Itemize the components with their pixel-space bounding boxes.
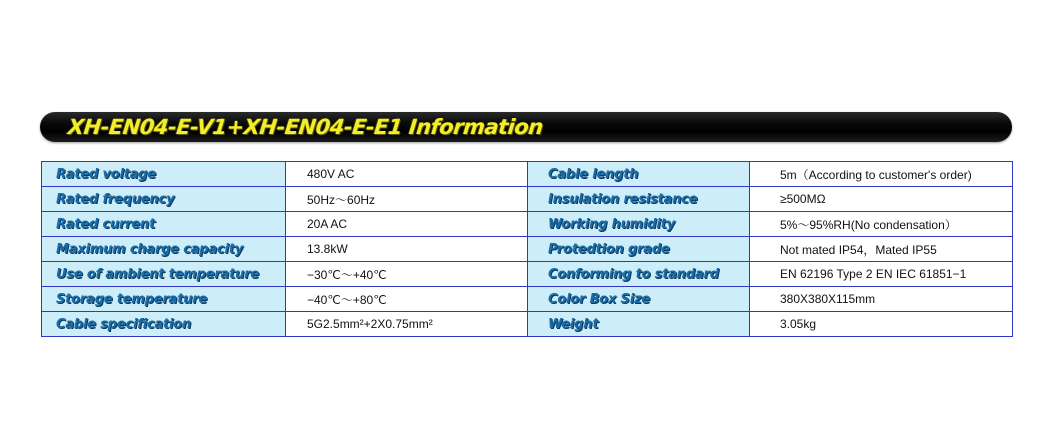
table-row [42, 187, 1013, 212]
spec-value: 380X380X115mm [750, 287, 1013, 312]
spec-value: 5%～95%RH(No condensation） [750, 212, 1013, 237]
spec-value: 5m（According to customer's order) [750, 162, 1013, 187]
spec-label: Maximum charge capacity [42, 237, 286, 262]
spec-value: ≥500MΩ [750, 187, 1013, 212]
spec-table [41, 161, 1013, 337]
spec-label: Rated voltage [42, 162, 286, 187]
spec-label: Rated frequency [42, 187, 286, 212]
spec-value: 3.05kg [750, 312, 1013, 337]
spec-value: 480V AC [286, 162, 528, 187]
title-banner [40, 112, 1012, 142]
spec-label: Color Box Size [528, 287, 750, 312]
spec-value: Not mated IP54，Mated IP55 [750, 237, 1013, 262]
table-row [42, 287, 1013, 312]
spec-label: Cable length [528, 162, 750, 187]
spec-value: EN 62196 Type 2 EN IEC 61851−1 [750, 262, 1013, 287]
table-row [42, 237, 1013, 262]
spec-label: Cable specification [42, 312, 286, 337]
table-row [42, 162, 1013, 187]
spec-label: Conforming to standard [528, 262, 750, 287]
spec-label: Rated current [42, 212, 286, 237]
spec-value: 13.8kW [286, 237, 528, 262]
spec-value: 50Hz～60Hz [286, 187, 528, 212]
spec-value: −30℃～+40℃ [286, 262, 528, 287]
page-title: XH-EN04-E-V1+XH-EN04-E-E1 Information [66, 115, 545, 139]
table-row [42, 312, 1013, 337]
spec-label: Working humidity [528, 212, 750, 237]
table-row [42, 212, 1013, 237]
spec-label: Storage temperature [42, 287, 286, 312]
spec-value: −40℃～+80℃ [286, 287, 528, 312]
table-row [42, 262, 1013, 287]
spec-value: 5G2.5mm²+2X0.75mm² [286, 312, 528, 337]
spec-label: Weight [528, 312, 750, 337]
spec-label: Protedtion grade [528, 237, 750, 262]
spec-label: Use of ambient temperature [42, 262, 286, 287]
spec-value: 20A AC [286, 212, 528, 237]
spec-label: Insulation resistance [528, 187, 750, 212]
